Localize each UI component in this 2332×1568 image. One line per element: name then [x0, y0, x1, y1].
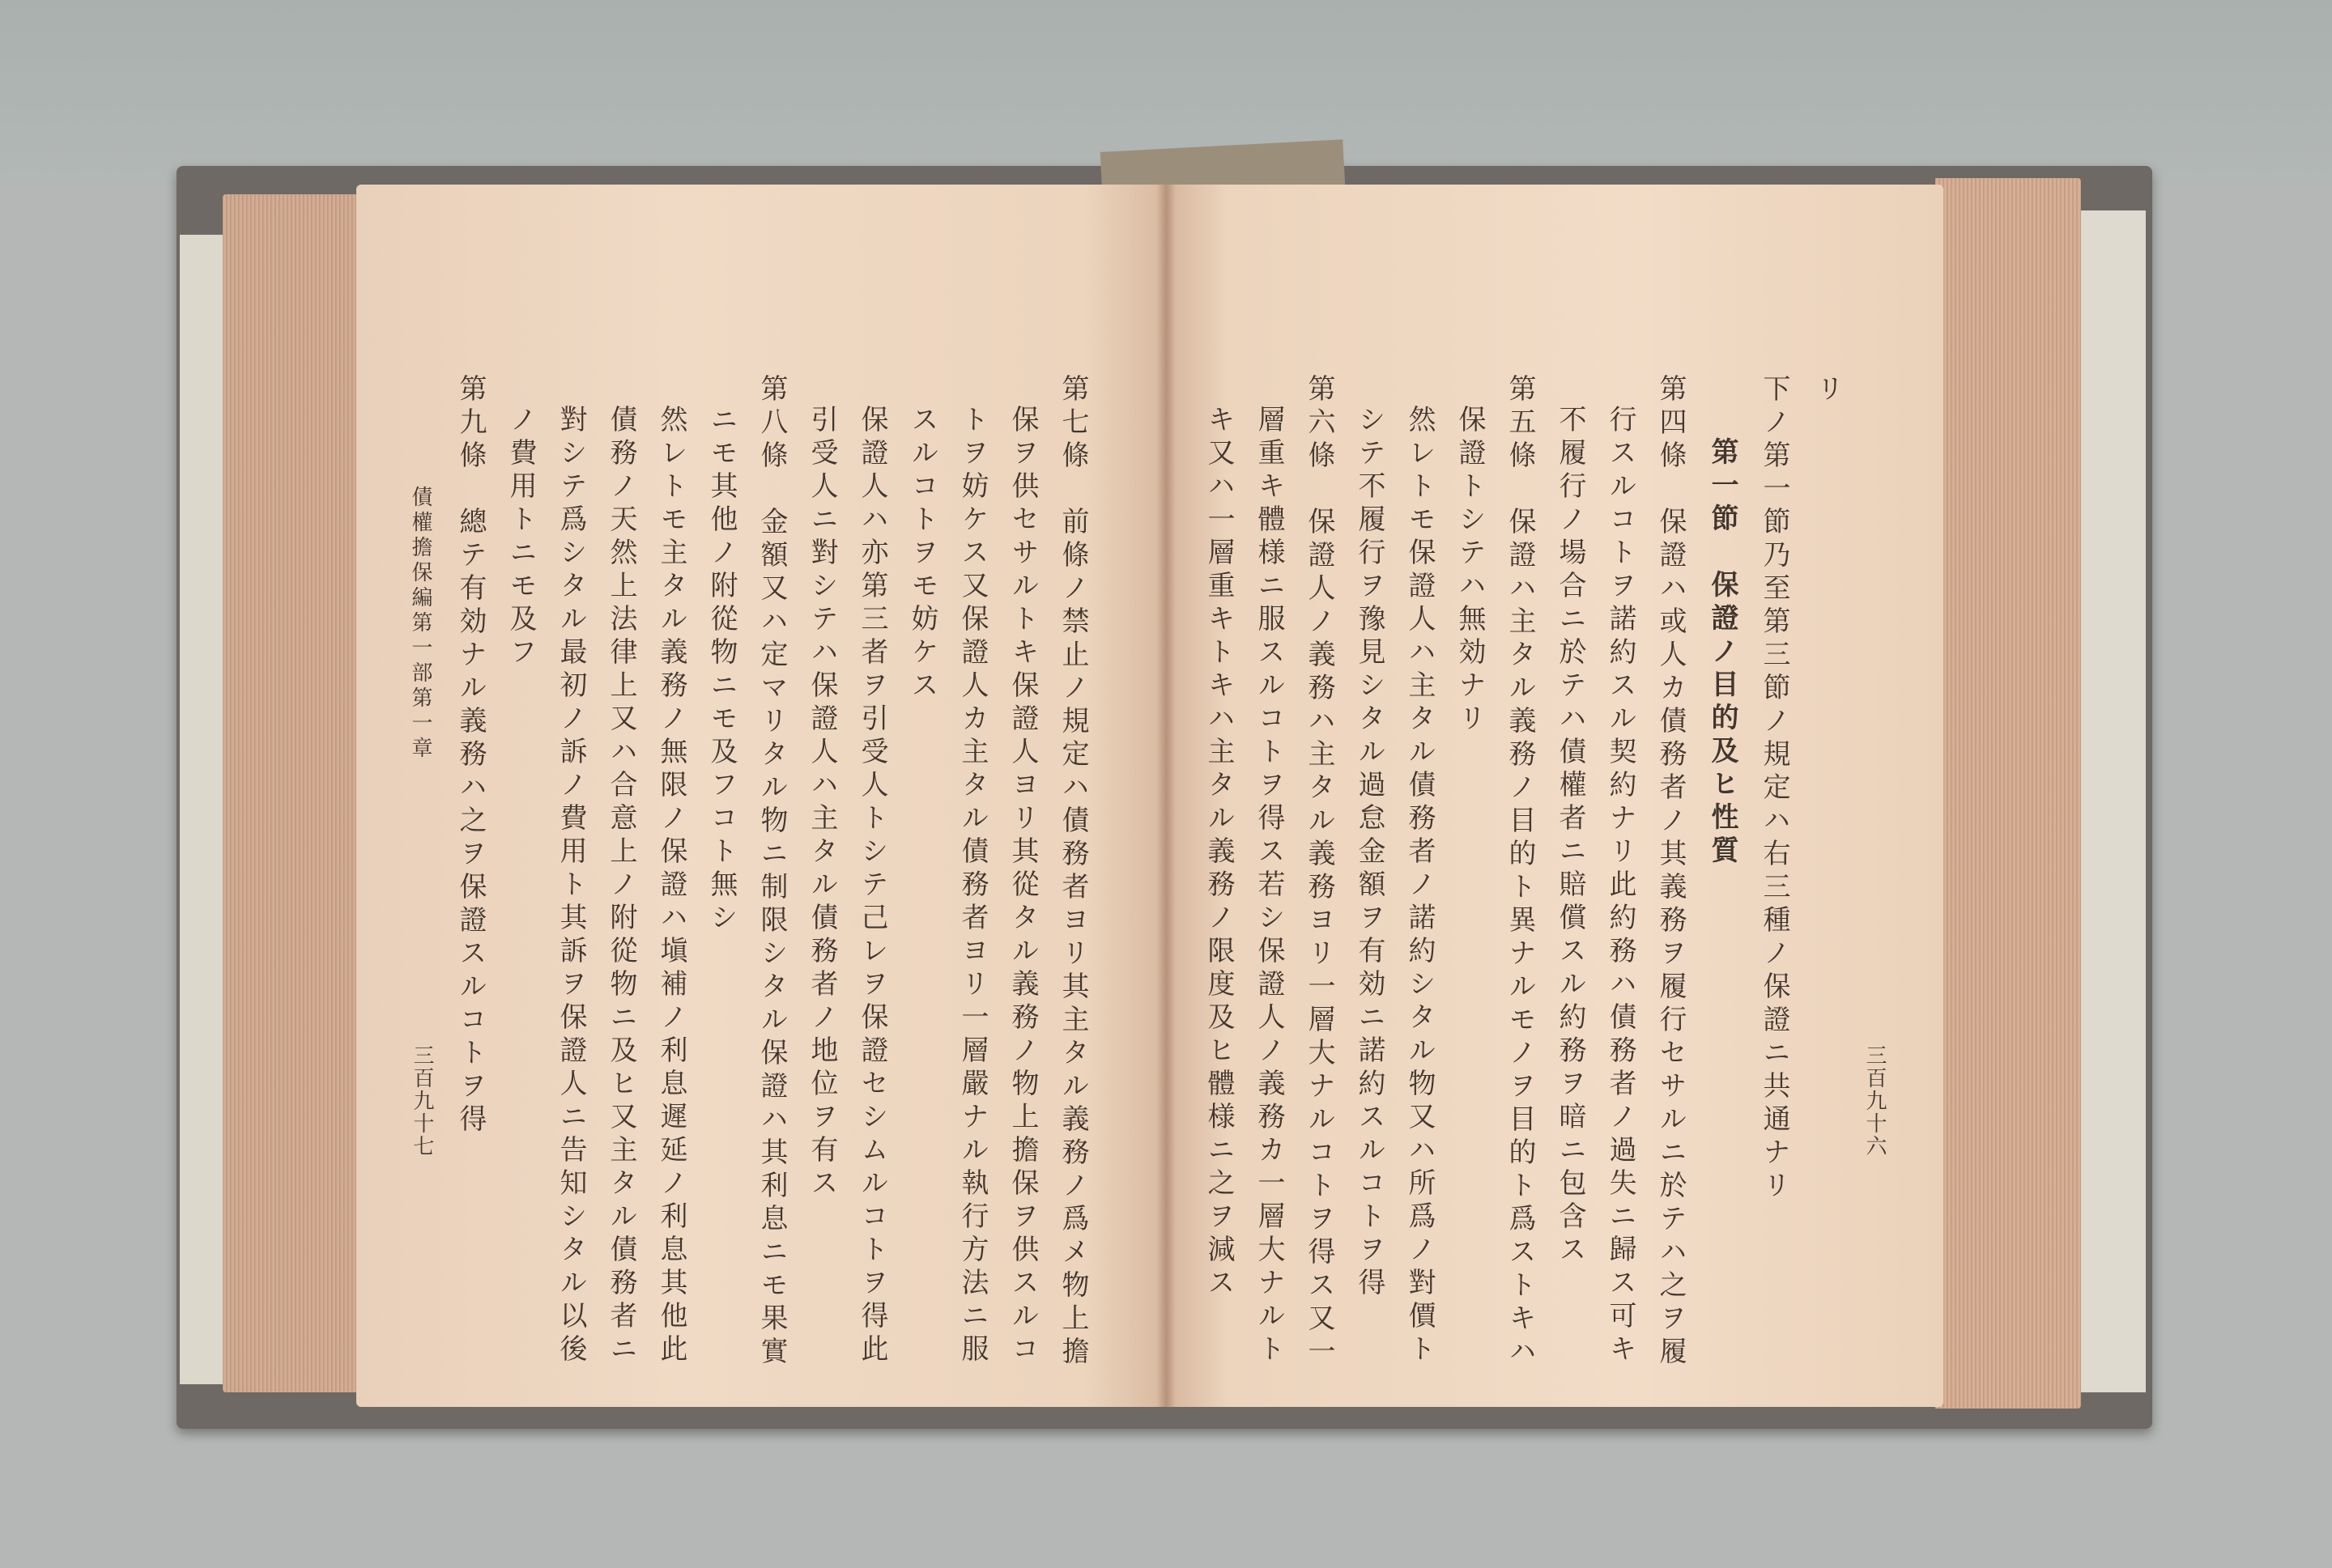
left-line-8: ニモ其他ノ附從物ニモ及フコト無シ: [705, 405, 738, 936]
left-line-5: 保證人ハ亦第三者ヲ引受人トシテ己レヲ保證セシムルコトヲ得此: [856, 405, 888, 1367]
right-line-6: 不履行ノ場合ニ於テハ債權者ニ賠償スル約務ヲ暗ニ包含ス: [1554, 405, 1586, 1268]
right-line-9: 然レトモ保證人ハ主タル債務者ノ諾約シタル物又ハ所爲ノ對價ト: [1403, 405, 1436, 1367]
left-line-2: 保ヲ供セサルトキ保證人ヨリ其從タル義務ノ物上擔保ヲ供スルコ: [1006, 405, 1039, 1367]
left-running-head: 債權擔保編第一部第一章: [408, 486, 432, 762]
left-line-11: 對シテ爲シタル最初ノ訴ノ費用ト其訴ヲ保證人ニ告知シタル以後: [555, 405, 587, 1367]
left-line-6: 引受人ニ對シテハ保證人ハ主タル債務者ノ地位ヲ有ス: [806, 405, 838, 1201]
right-line-5: 行スルコトヲ諾約スル契約ナリ此約務ハ債務者ノ過失ニ歸ス可キ: [1604, 405, 1636, 1367]
right-page-number: 三百九十六: [1862, 1044, 1887, 1158]
left-line-3: トヲ妨ケス又保證人カ主タル債務者ヨリ一層嚴ナル執行方法ニ服: [956, 405, 989, 1367]
right-line-12: 層重キ體様ニ服スルコトヲ得ス若シ保證人ノ義務カ一層大ナルト: [1253, 405, 1285, 1367]
right-line-7: 第五條 保證ハ主タル義務ノ目的ト異ナルモノヲ目的ト爲ストキハ: [1504, 374, 1536, 1370]
left-line-7: 第八條 金額又ハ定マリタル物ニ制限シタル保證ハ其利息ニモ果實: [755, 374, 788, 1370]
right-line-13: キ又ハ一層重キトキハ主タル義務ノ限度及ヒ體様ニ之ヲ減ス: [1202, 405, 1235, 1301]
right-section-heading: 第一節 保證ノ目的及ヒ性質: [1706, 437, 1738, 869]
right-line-11: 第六條 保證人ノ義務ハ主タル義務ヨリ一層大ナルコトヲ得ス又一: [1303, 374, 1335, 1370]
right-line-10: シテ不履行ヲ豫見シタル過怠金額ヲ有効ニ諾約スルコトヲ得: [1353, 405, 1385, 1301]
left-page-number: 三百九十七: [410, 1044, 434, 1158]
right-line-8: 保證トシテハ無効ナリ: [1453, 405, 1486, 737]
left-line-10: 債務ノ天然上法律上又ハ合意上ノ附從物ニ及ヒ又主タル債務者ニ: [605, 405, 637, 1367]
right-line-1: リ: [1811, 374, 1844, 407]
left-line-9: 然レトモ主タル義務ノ無限ノ保證ハ塡補ノ利息遲延ノ利息其他此: [655, 405, 687, 1367]
left-line-1: 第七條 前條ノ禁止ノ規定ハ債務者ヨリ其主タル義務ノ爲メ物上擔: [1057, 374, 1089, 1370]
book-gutter: [1156, 185, 1176, 1407]
cover-inner-right: [2073, 210, 2146, 1392]
left-line-4: スルコトヲモ妨ケス: [906, 405, 938, 703]
left-line-12: ノ費用トニモ及フ: [504, 405, 537, 670]
left-line-13: 第九條 總テ有効ナル義務ハ之ヲ保證スルコトヲ得: [454, 374, 487, 1137]
page-edges-right: [1935, 178, 2081, 1409]
page-edges-left: [223, 194, 360, 1392]
right-line-2: 下ノ第一節乃至第三節ノ規定ハ右三種ノ保證ニ共通ナリ: [1758, 374, 1790, 1204]
right-line-4: 第四條 保證ハ或人カ債務者ノ其義務ヲ履行セサルニ於テハ之ヲ履: [1654, 374, 1687, 1370]
